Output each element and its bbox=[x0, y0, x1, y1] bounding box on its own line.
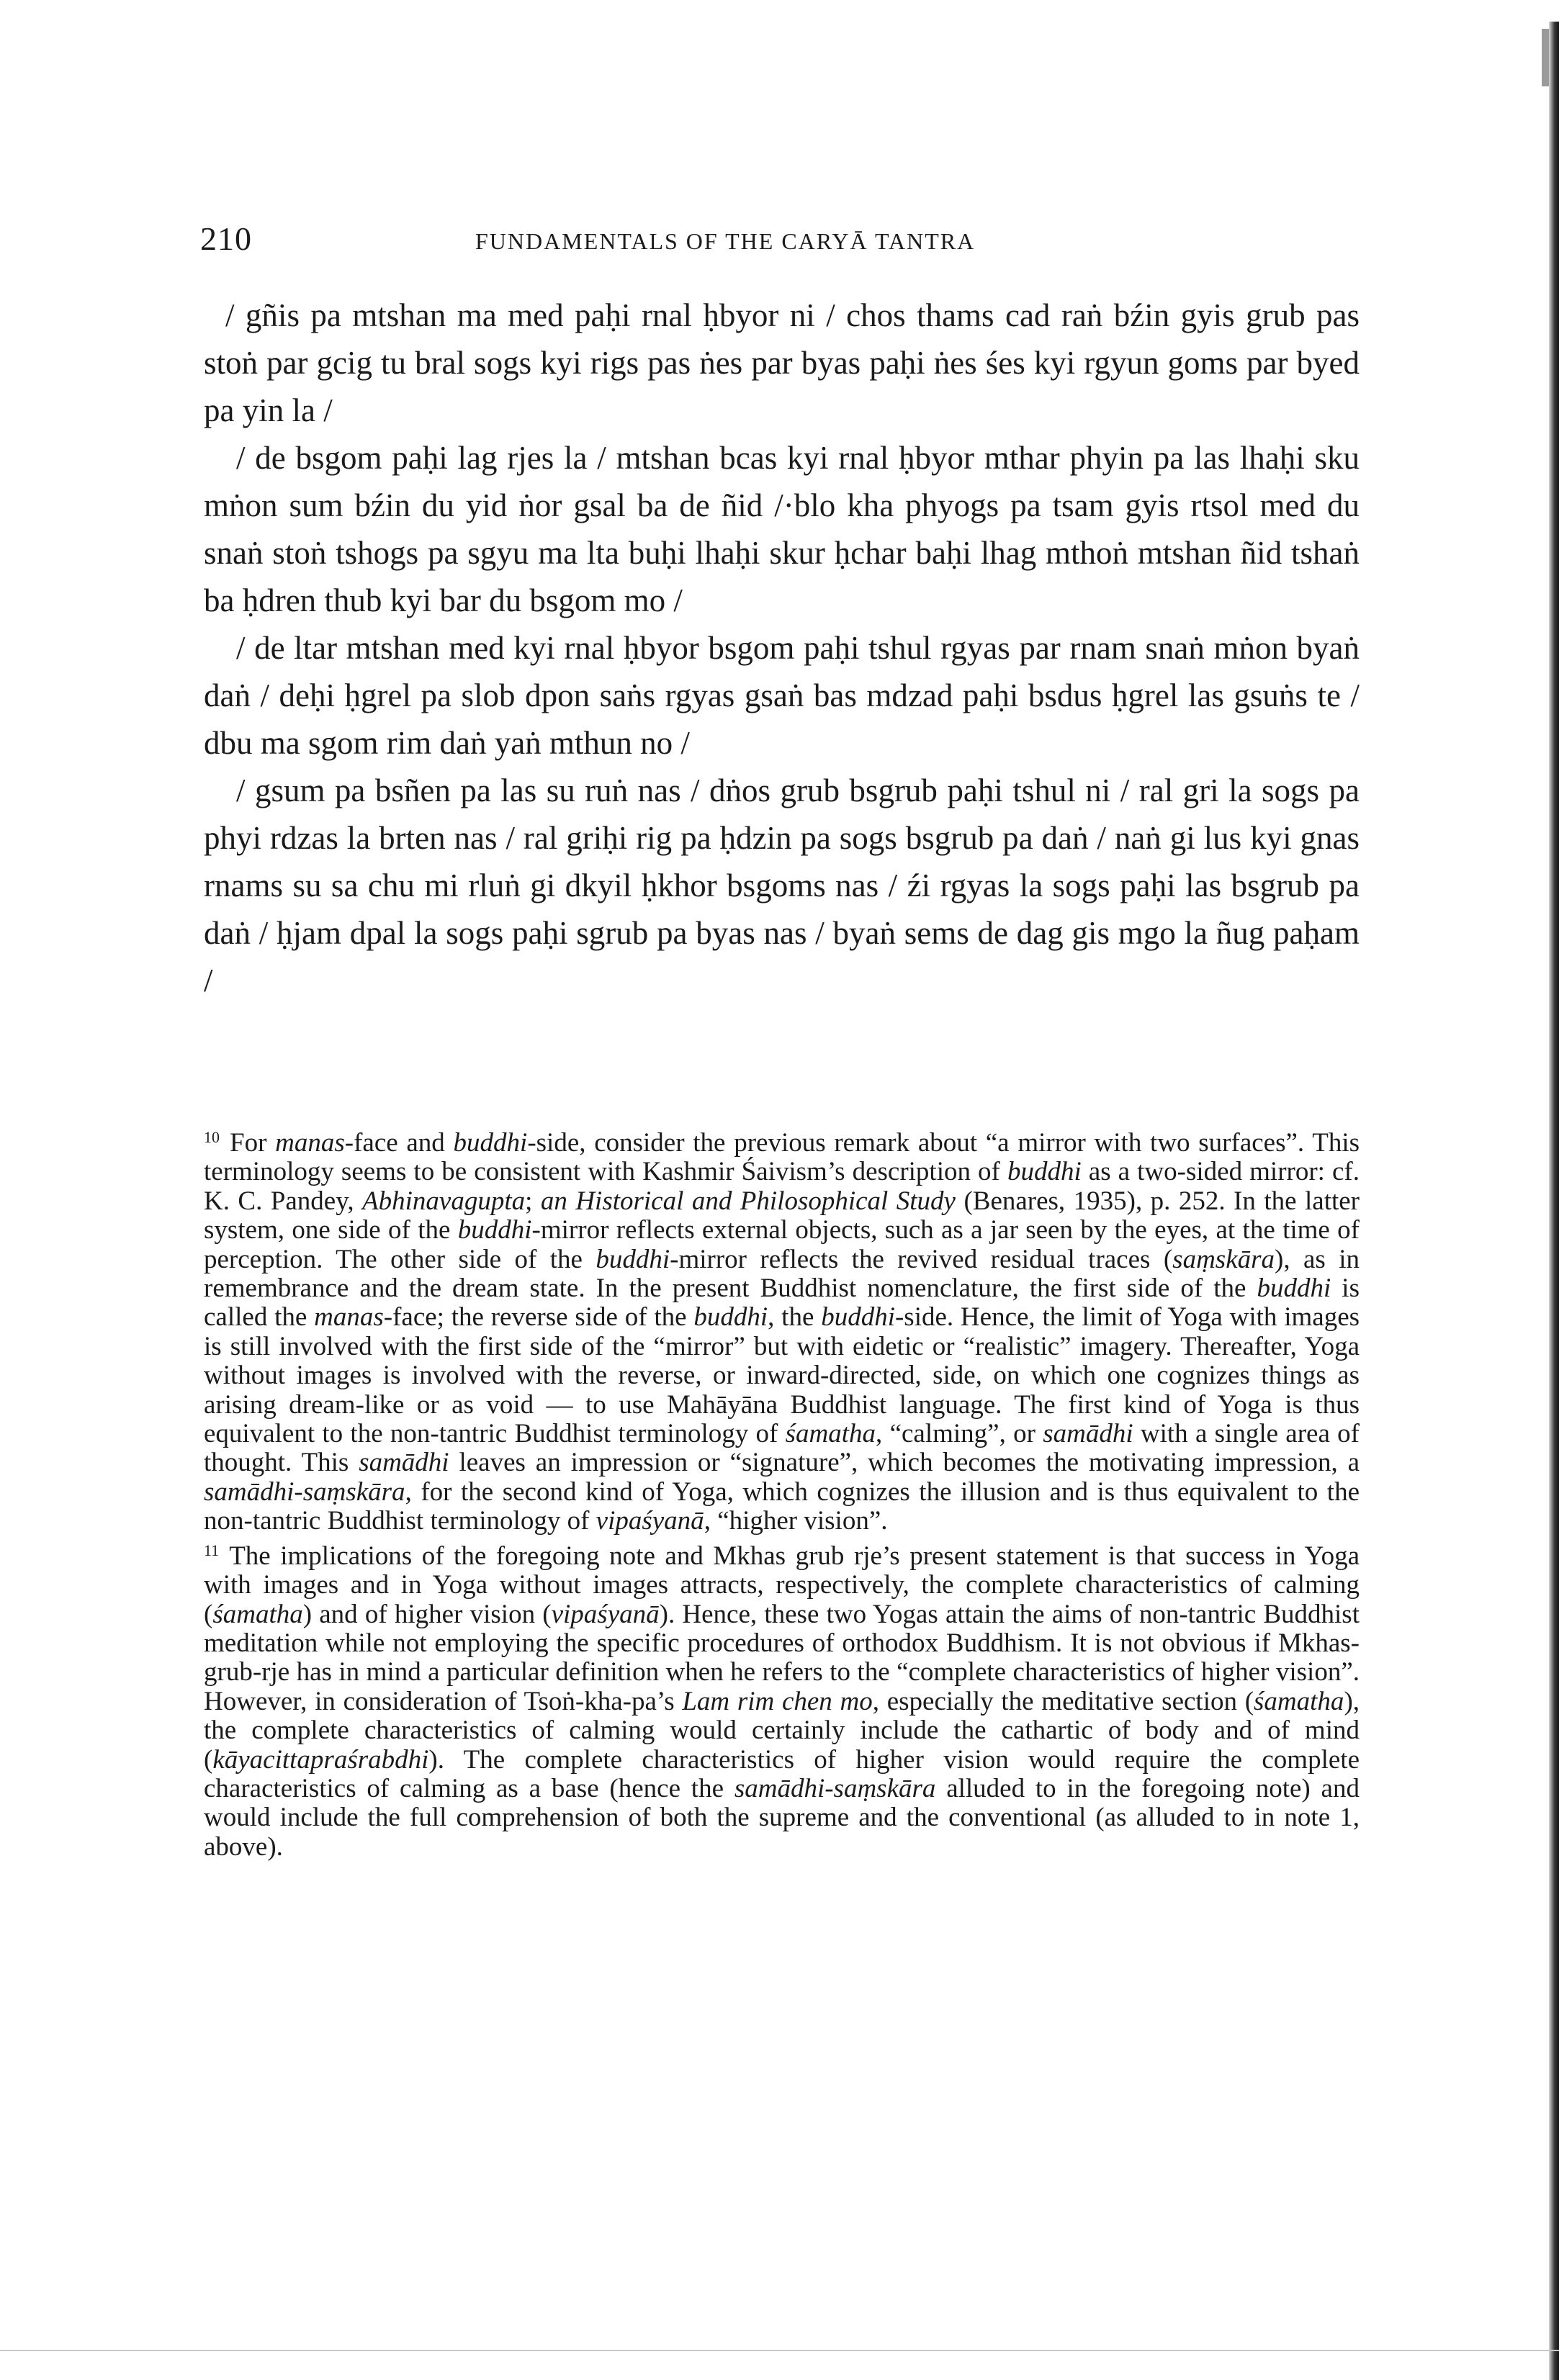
italic-term: buddhi bbox=[457, 1215, 532, 1245]
footnote-segment: ), as in remembrance and the dream state. In the present Buddhist nomenclature, the first side of the bbox=[204, 1244, 1360, 1304]
footnote-segment: with a single area of thought. This bbox=[204, 1419, 1360, 1478]
italic-term: manas bbox=[275, 1128, 345, 1158]
footnote-segment: -side, consider the previous remark about “a mirror with two surfaces”. This terminology seems to be consistent with Kashmir Śaivism’s description of bbox=[204, 1128, 1360, 1187]
footnote-segment: , “calming”, or bbox=[876, 1419, 1043, 1449]
footnote-segment: , for the second kind of Yoga, which cognizes the illusion and is thus equivalent to the non-tantric Buddhist terminology of bbox=[204, 1477, 1360, 1536]
italic-term: Abhinavagupta bbox=[362, 1186, 526, 1216]
footnote-segment: , the bbox=[768, 1302, 822, 1333]
main-text bbox=[204, 292, 1360, 1004]
footnote-segment: ). The complete characteristics of higher vision would require the complete characteristics of calming as a base (hence the bbox=[204, 1744, 1360, 1803]
italic-term: samādhi bbox=[1043, 1419, 1133, 1449]
footnotes bbox=[204, 1123, 1360, 1862]
footnote-segment: For bbox=[230, 1128, 276, 1158]
footnote-text bbox=[204, 1541, 1360, 1862]
footnote-segment: ; bbox=[525, 1186, 541, 1216]
italic-term: samādhi-saṃskāra bbox=[204, 1477, 405, 1507]
italic-term: śamatha bbox=[212, 1599, 303, 1629]
footnote-segment: (Benares, 1935), p. 252. In the latter system, one side of the bbox=[204, 1186, 1360, 1245]
main-paragraph: / de ltar mtshan med kyi rnal ḥbyor bsgom paḥi tshul rgyas par rnam snaṅ mṅon byaṅ daṅ / deḥi ḥgrel pa slob dpon saṅs rgyas gsaṅ bas mdzad paḥi bsdus ḥgrel las gsuṅs te / dbu ma sgom rim daṅ yaṅ mthun no / bbox=[204, 630, 1360, 761]
italic-term: saṃskāra bbox=[1172, 1244, 1275, 1274]
footnote-segment: -mirror reflects external objects, such as a jar seen by the eyes, at the time of perception. The other side of the bbox=[204, 1215, 1360, 1274]
italic-term: samādhi bbox=[359, 1448, 449, 1478]
italic-term: buddhi bbox=[596, 1244, 670, 1274]
page-number: 210 bbox=[200, 220, 252, 257]
footnote-segment: ). Hence, these two Yogas attain the aims of non-tantric Buddhist meditation while not employing the specific procedures of orthodox Buddhism. It is not obvious if Mkhas-grub-rje has in mind a particular definition when he refers to the “complete characteristics of higher vision”. However, in consideration of Tsoṅ-kha-pa’s bbox=[204, 1599, 1360, 1716]
footnote-text bbox=[204, 1128, 1360, 1536]
scan-edge-mark bbox=[1542, 29, 1549, 86]
footnote-segment: alluded to in the foregoing note) and would include the full comprehension of both the supreme and the conventional (as alluded to in note 1, above). bbox=[204, 1773, 1360, 1862]
footnote bbox=[204, 1536, 1360, 1862]
italic-term: buddhi bbox=[1007, 1157, 1082, 1187]
italic-term: vipaśyanā bbox=[551, 1599, 660, 1629]
italic-term: vipaśyanā bbox=[596, 1506, 704, 1536]
italic-term: Lam rim chen mo bbox=[682, 1686, 873, 1716]
italic-term: buddhi bbox=[693, 1302, 768, 1333]
footnote bbox=[204, 1123, 1360, 1536]
italic-term: samādhi-saṃskāra bbox=[734, 1773, 936, 1803]
italic-term: śamatha bbox=[1254, 1686, 1344, 1716]
footnote-segment: , especially the meditative section ( bbox=[872, 1686, 1254, 1716]
footnote-segment: -mirror reflects the revived residual traces ( bbox=[670, 1244, 1173, 1274]
footnote-segment: is called the bbox=[204, 1274, 1360, 1333]
footnote-segment: ) and of higher vision ( bbox=[302, 1599, 552, 1629]
footnote-number: 10 bbox=[204, 1128, 220, 1146]
footnote-segment: ), the complete characteristics of calming would certainly include the cathartic of body and of mind ( bbox=[204, 1686, 1360, 1775]
footnote-segment: The implications of the foregoing note and Mkhas grub rje’s present statement is that success in Yoga with images and in Yoga without images attracts, respectively, the complete characteristics of calming ( bbox=[204, 1541, 1360, 1629]
footnote-segment: as a two-sided mirror: cf. K. C. Pandey, bbox=[204, 1157, 1360, 1216]
italic-term: an Historical and Philosophical Study bbox=[540, 1186, 956, 1216]
footnote-segment: , “higher vision”. bbox=[704, 1506, 888, 1536]
footnote-number: 11 bbox=[204, 1541, 220, 1559]
italic-term: manas bbox=[314, 1302, 384, 1333]
page-header bbox=[200, 220, 1360, 263]
italic-term: buddhi bbox=[453, 1128, 528, 1158]
footnote-segment: -side. Hence, the limit of Yoga with images is still involved with the first side of the “mirror” but with eidetic or “realistic” imagery. Thereafter, Yoga without images is involved with the reverse, or inward-directed, side, on which one cognizes things as arising dream-like or as void — to use Mahāyāna Buddhist language. The first kind of Yoga is thus equivalent to the non-tantric Buddhist terminology of bbox=[204, 1302, 1360, 1449]
footnote-segment: leaves an impression or “signature”, which becomes the motivating impression, a bbox=[449, 1448, 1360, 1478]
italic-term: buddhi bbox=[821, 1302, 895, 1333]
italic-term: śamatha bbox=[785, 1419, 876, 1449]
running-head: FUNDAMENTALS OF THE CARYĀ TANTRA bbox=[475, 228, 976, 254]
main-paragraph: / de bsgom paḥi lag rjes la / mtshan bcas kyi rnal ḥbyor mthar phyin pa las lhaḥi sku mṅon sum bźin du yid ṅor gsal ba de ñid /·blo kha phyogs pa tsam gyis rtsol med du snaṅ stoṅ tshogs pa sgyu ma lta buḥi lhaḥi skur ḥchar baḥi lhag mthoṅ mtshan ñid tshaṅ ba ḥdren thub kyi bar du bsgom mo / bbox=[204, 440, 1360, 618]
footnote-segment: -face and bbox=[344, 1128, 454, 1158]
scan-bottom-line bbox=[0, 2350, 1559, 2351]
main-paragraph: / gñis pa mtshan ma med paḥi rnal ḥbyor ni / chos thams cad raṅ bźin gyis grub pas stoṅ par gcig tu bral sogs kyi rigs pas ṅes par byas paḥi ṅes śes kyi rgyun goms par byed pa yin la / bbox=[204, 297, 1360, 428]
italic-term: buddhi bbox=[1257, 1274, 1331, 1304]
footnote-segment: -face; the reverse side of the bbox=[383, 1302, 694, 1333]
main-paragraph: / gsum pa bsñen pa las su ruṅ nas / dṅos grub bsgrub paḥi tshul ni / ral gri la sogs pa phyi rdzas la brten nas / ral griḥi rig pa ḥdzin pa sogs bsgrub pa daṅ / naṅ gi lus kyi gnas rnams su sa chu mi rluṅ gi dkyil ḥkhor bsgoms nas / źi rgyas la sogs paḥi las bsgrub pa daṅ / ḥjam dpal la sogs paḥi sgrub pa byas nas / byaṅ sems de dag gis mgo la ñug paḥam / bbox=[204, 772, 1360, 999]
italic-term: kāyacittapraśrabdhi bbox=[212, 1744, 429, 1775]
scan-page-edge bbox=[1549, 22, 1559, 2380]
